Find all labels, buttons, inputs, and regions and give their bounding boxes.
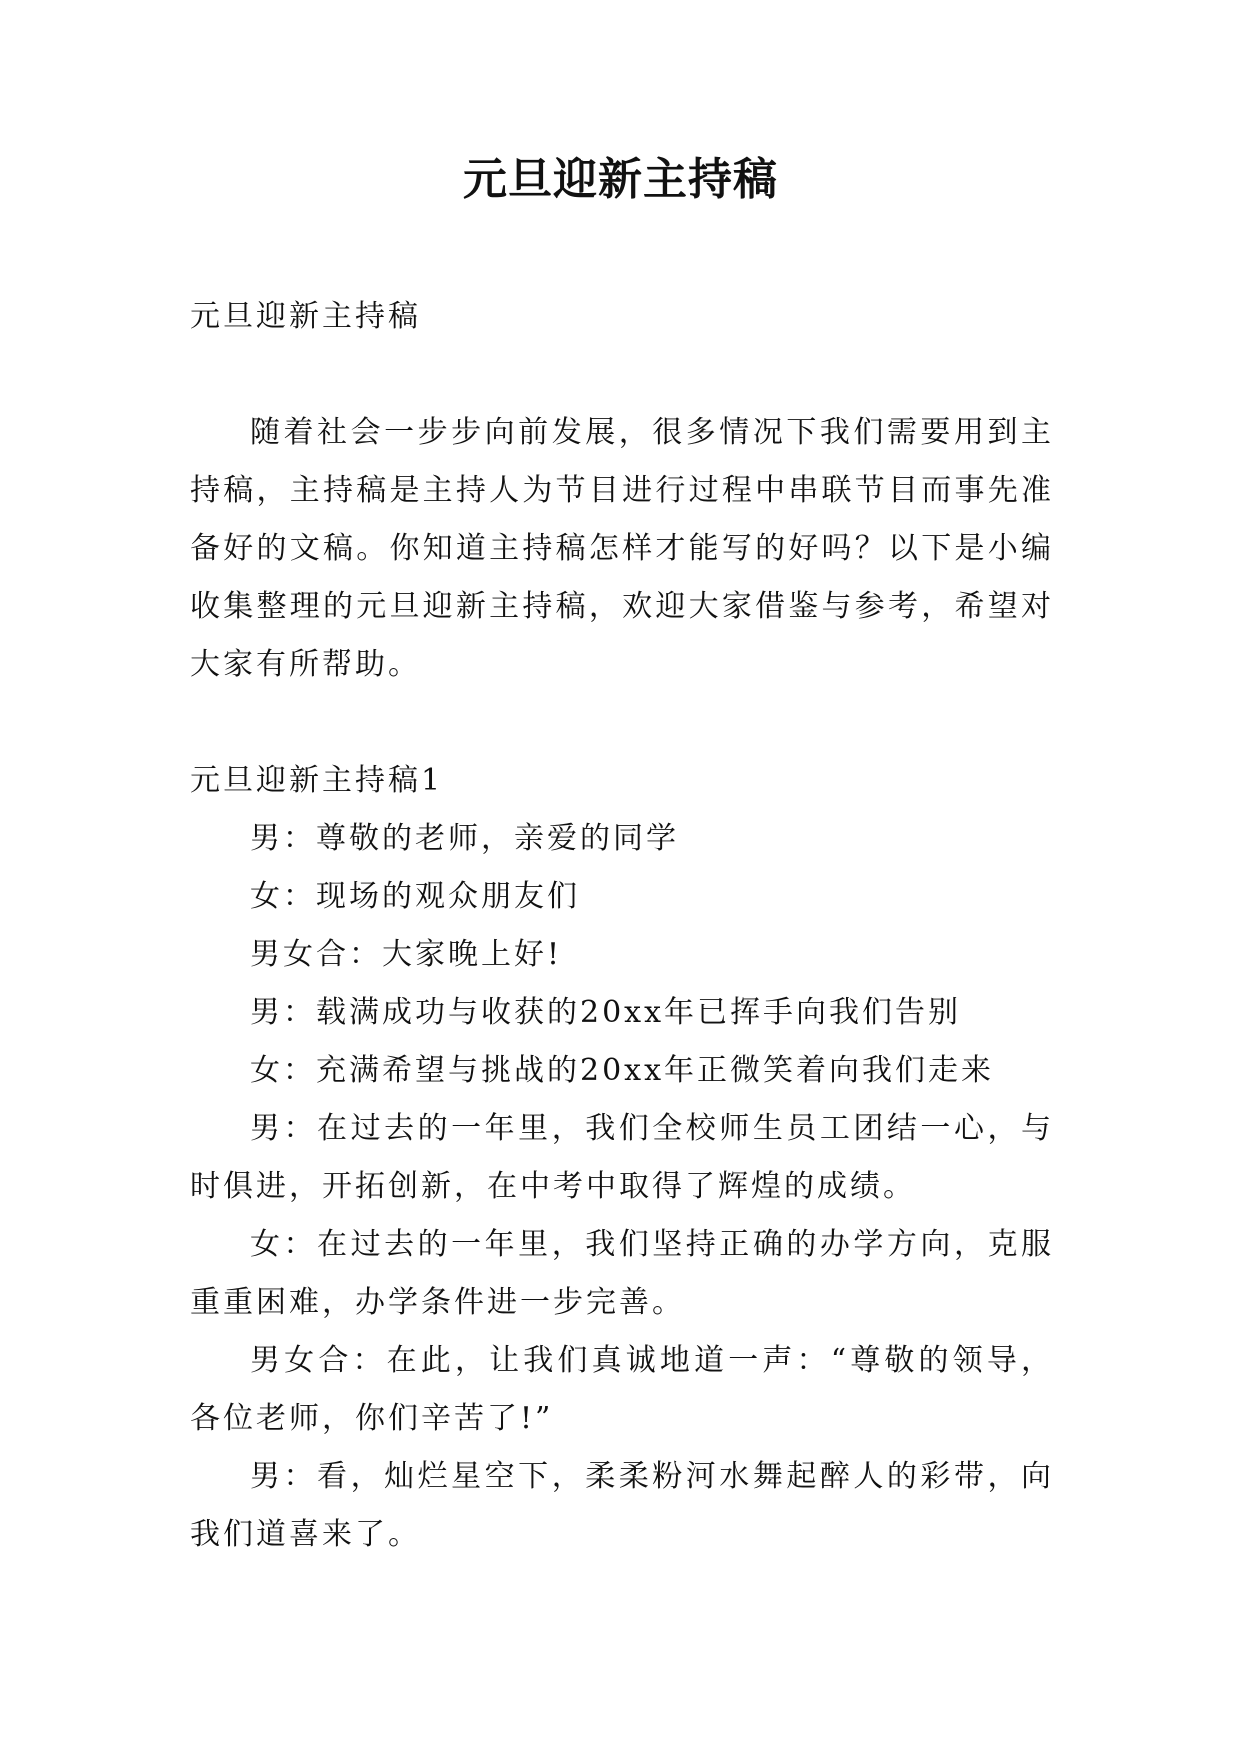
dialogue-line-7: 女：在过去的一年里，我们坚持正确的办学方向，克服重重困难，办学条件进一步完善。 xyxy=(190,1227,1054,1320)
dialogue-line-6: 男：在过去的一年里，我们全校师生员工团结一心，与时俱进，开拓创新，在中考中取得了辉煌的成绩。 xyxy=(190,1111,1054,1204)
dialogue-line-4: 男：载满成功与收获的20xx年已挥手向我们告别 xyxy=(250,995,962,1030)
document-subtitle: 元旦迎新主持稿 xyxy=(190,299,421,334)
dialogue-line-2: 女：现场的观众朋友们 xyxy=(250,879,580,914)
dialogue-line-9: 男：看，灿烂星空下，柔柔粉河水舞起醉人的彩带，向我们道喜来了。 xyxy=(190,1459,1054,1552)
dialogue-line-5: 女：充满希望与挑战的20xx年正微笑着向我们走来 xyxy=(250,1053,995,1088)
dialogue-line-3: 男女合：大家晚上好! xyxy=(250,937,563,972)
document-title: 元旦迎新主持稿 xyxy=(463,154,778,205)
document-body xyxy=(190,288,1054,1564)
section-heading: 元旦迎新主持稿1 xyxy=(190,763,444,798)
intro-paragraph: 随着社会一步步向前发展，很多情况下我们需要用到主持稿，主持稿是主持人为节目进行过程中串联节目而事先准备好的文稿。你知道主持稿怎样才能写的好吗？以下是小编收集整理的元旦迎新主持稿，欢迎大家借鉴与参考，希望对大家有所帮助。 xyxy=(190,415,1054,682)
dialogue-line-8: 男女合：在此，让我们真诚地道一声：“尊敬的领导，各位老师，你们辛苦了!” xyxy=(190,1343,1054,1436)
dialogue-line-1: 男：尊敬的老师，亲爱的同学 xyxy=(250,821,679,856)
